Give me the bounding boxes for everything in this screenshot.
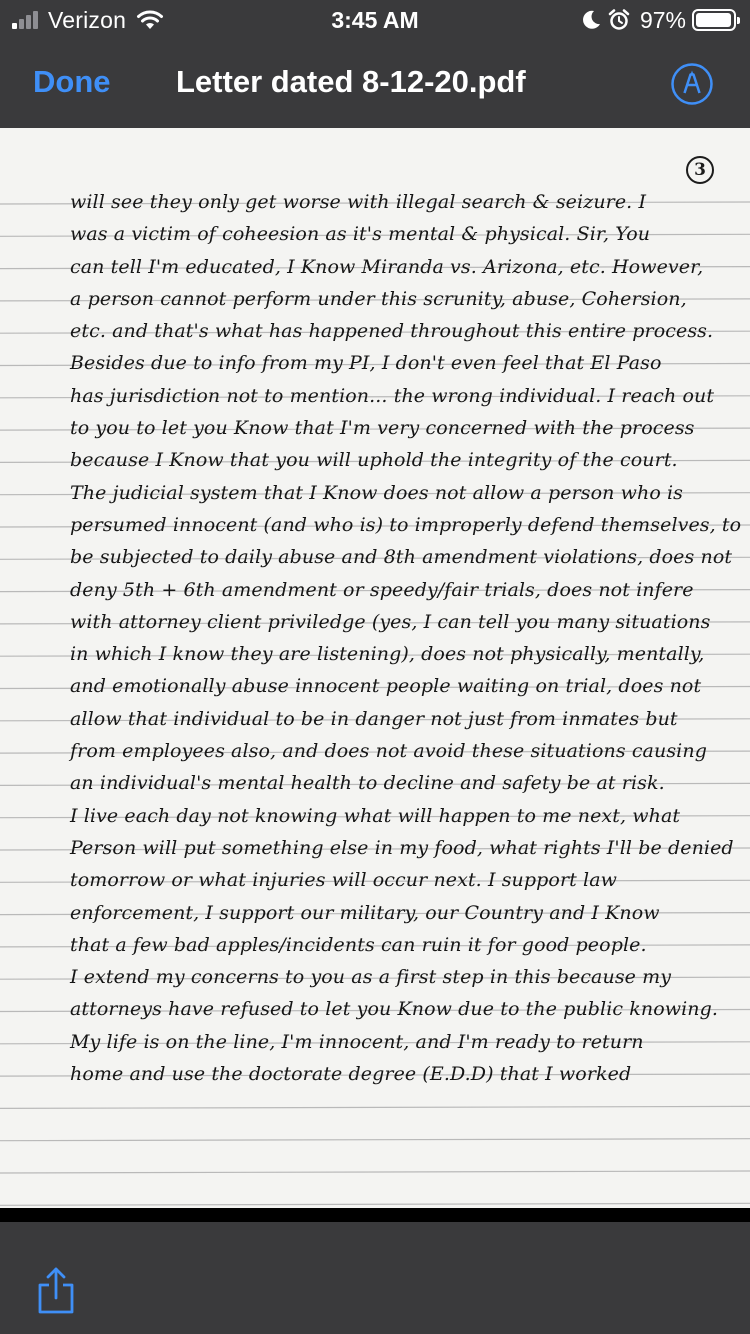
ruled-line [0,1139,750,1141]
done-button[interactable]: Done [33,64,111,99]
text-line: from employees also, and does not avoid these situations causing [70,740,707,763]
text-line: persumed innocent (and who is) to improperly defend themselves, to [70,513,742,536]
text-line: a person cannot perform under this scrunity, abuse, Cohersion, [70,287,687,310]
text-line: Besides due to info from my PI, I don't even feel that El Paso [70,352,662,375]
share-button[interactable] [34,1266,78,1316]
text-line: with attorney client priviledge (yes, I can tell you many situations [70,610,711,633]
text-line: in which I know they are listening), does not physically, mentally, [70,643,705,666]
alarm-icon [608,9,630,31]
text-line: Person will put something else in my food, what rights I'll be denied [70,836,734,859]
text-line: My life is on the line, I'm innocent, and I'm ready to return [70,1030,644,1053]
text-line: allow that individual to be in danger not just from inmates but [70,707,678,730]
document-page[interactable] [0,128,750,1208]
moon-icon [580,9,602,31]
battery-percent: 97% [639,6,686,33]
carrier-name: Verizon [48,6,127,33]
status-bar [0,0,750,40]
text-line: home and use the doctorate degree (E.D.D) that I worked [70,1063,632,1086]
ruled-line [0,1106,750,1108]
text-line: can tell I'm educated, I Know Miranda vs. Arizona, etc. However, [70,255,704,278]
text-line: to you to let you Know that I'm very concerned with the process [70,417,695,440]
text-line: will see they only get worse with illegal search & seizure. I [70,191,647,213]
text-line: and emotionally abuse innocent people waiting on trial, does not [70,675,702,698]
text-line: attorneys have refused to let you Know due to the public knowing. [70,998,719,1021]
battery-fill [696,13,731,27]
document-title: Letter dated 8-12-20.pdf [176,64,526,99]
document-viewer[interactable] [0,128,750,1222]
text-line: was a victim of coheesion as it's mental & physical. Sir, You [70,223,651,246]
markup-pen-icon [670,62,714,106]
status-right [580,6,736,34]
handwritten-text [70,186,742,1090]
text-line: The judicial system that I Know does not allow a person who is [70,481,684,504]
text-line: has jurisdiction not to mention... the wrong individual. I reach out [70,384,715,407]
text-line: enforcement, I support our military, our Country and I Know [70,901,660,924]
text-line: that a few bad apples/incidents can ruin it for good people. [70,933,647,956]
ruled-line [0,1203,750,1205]
ruled-line [0,1171,750,1173]
text-line: be subjected to daily abuse and 8th amendment violations, does not [70,546,733,569]
markup-button[interactable] [670,62,714,106]
bottom-toolbar [0,1236,750,1334]
battery-cap [737,17,740,24]
text-line: deny 5th + 6th amendment or speedy/fair trials, does not infere [70,578,694,601]
share-icon [34,1266,78,1316]
text-line: I extend my concerns to you as a first step in this because my [70,966,672,989]
text-line: I live each day not knowing what will happen to me next, what [70,804,681,827]
text-line: an individual's mental health to decline and safety be at risk. [70,772,665,795]
battery-icon [692,9,736,31]
text-line: etc. and that's what has happened throughout this entire process. [70,320,714,343]
status-time: 3:45 AM [331,7,419,33]
text-line: because I Know that you will uphold the integrity of the court. [70,449,678,472]
navigation-bar [0,40,750,128]
page-number: 3 [686,156,714,184]
text-line: tomorrow or what injuries will occur next. I support law [70,869,617,892]
